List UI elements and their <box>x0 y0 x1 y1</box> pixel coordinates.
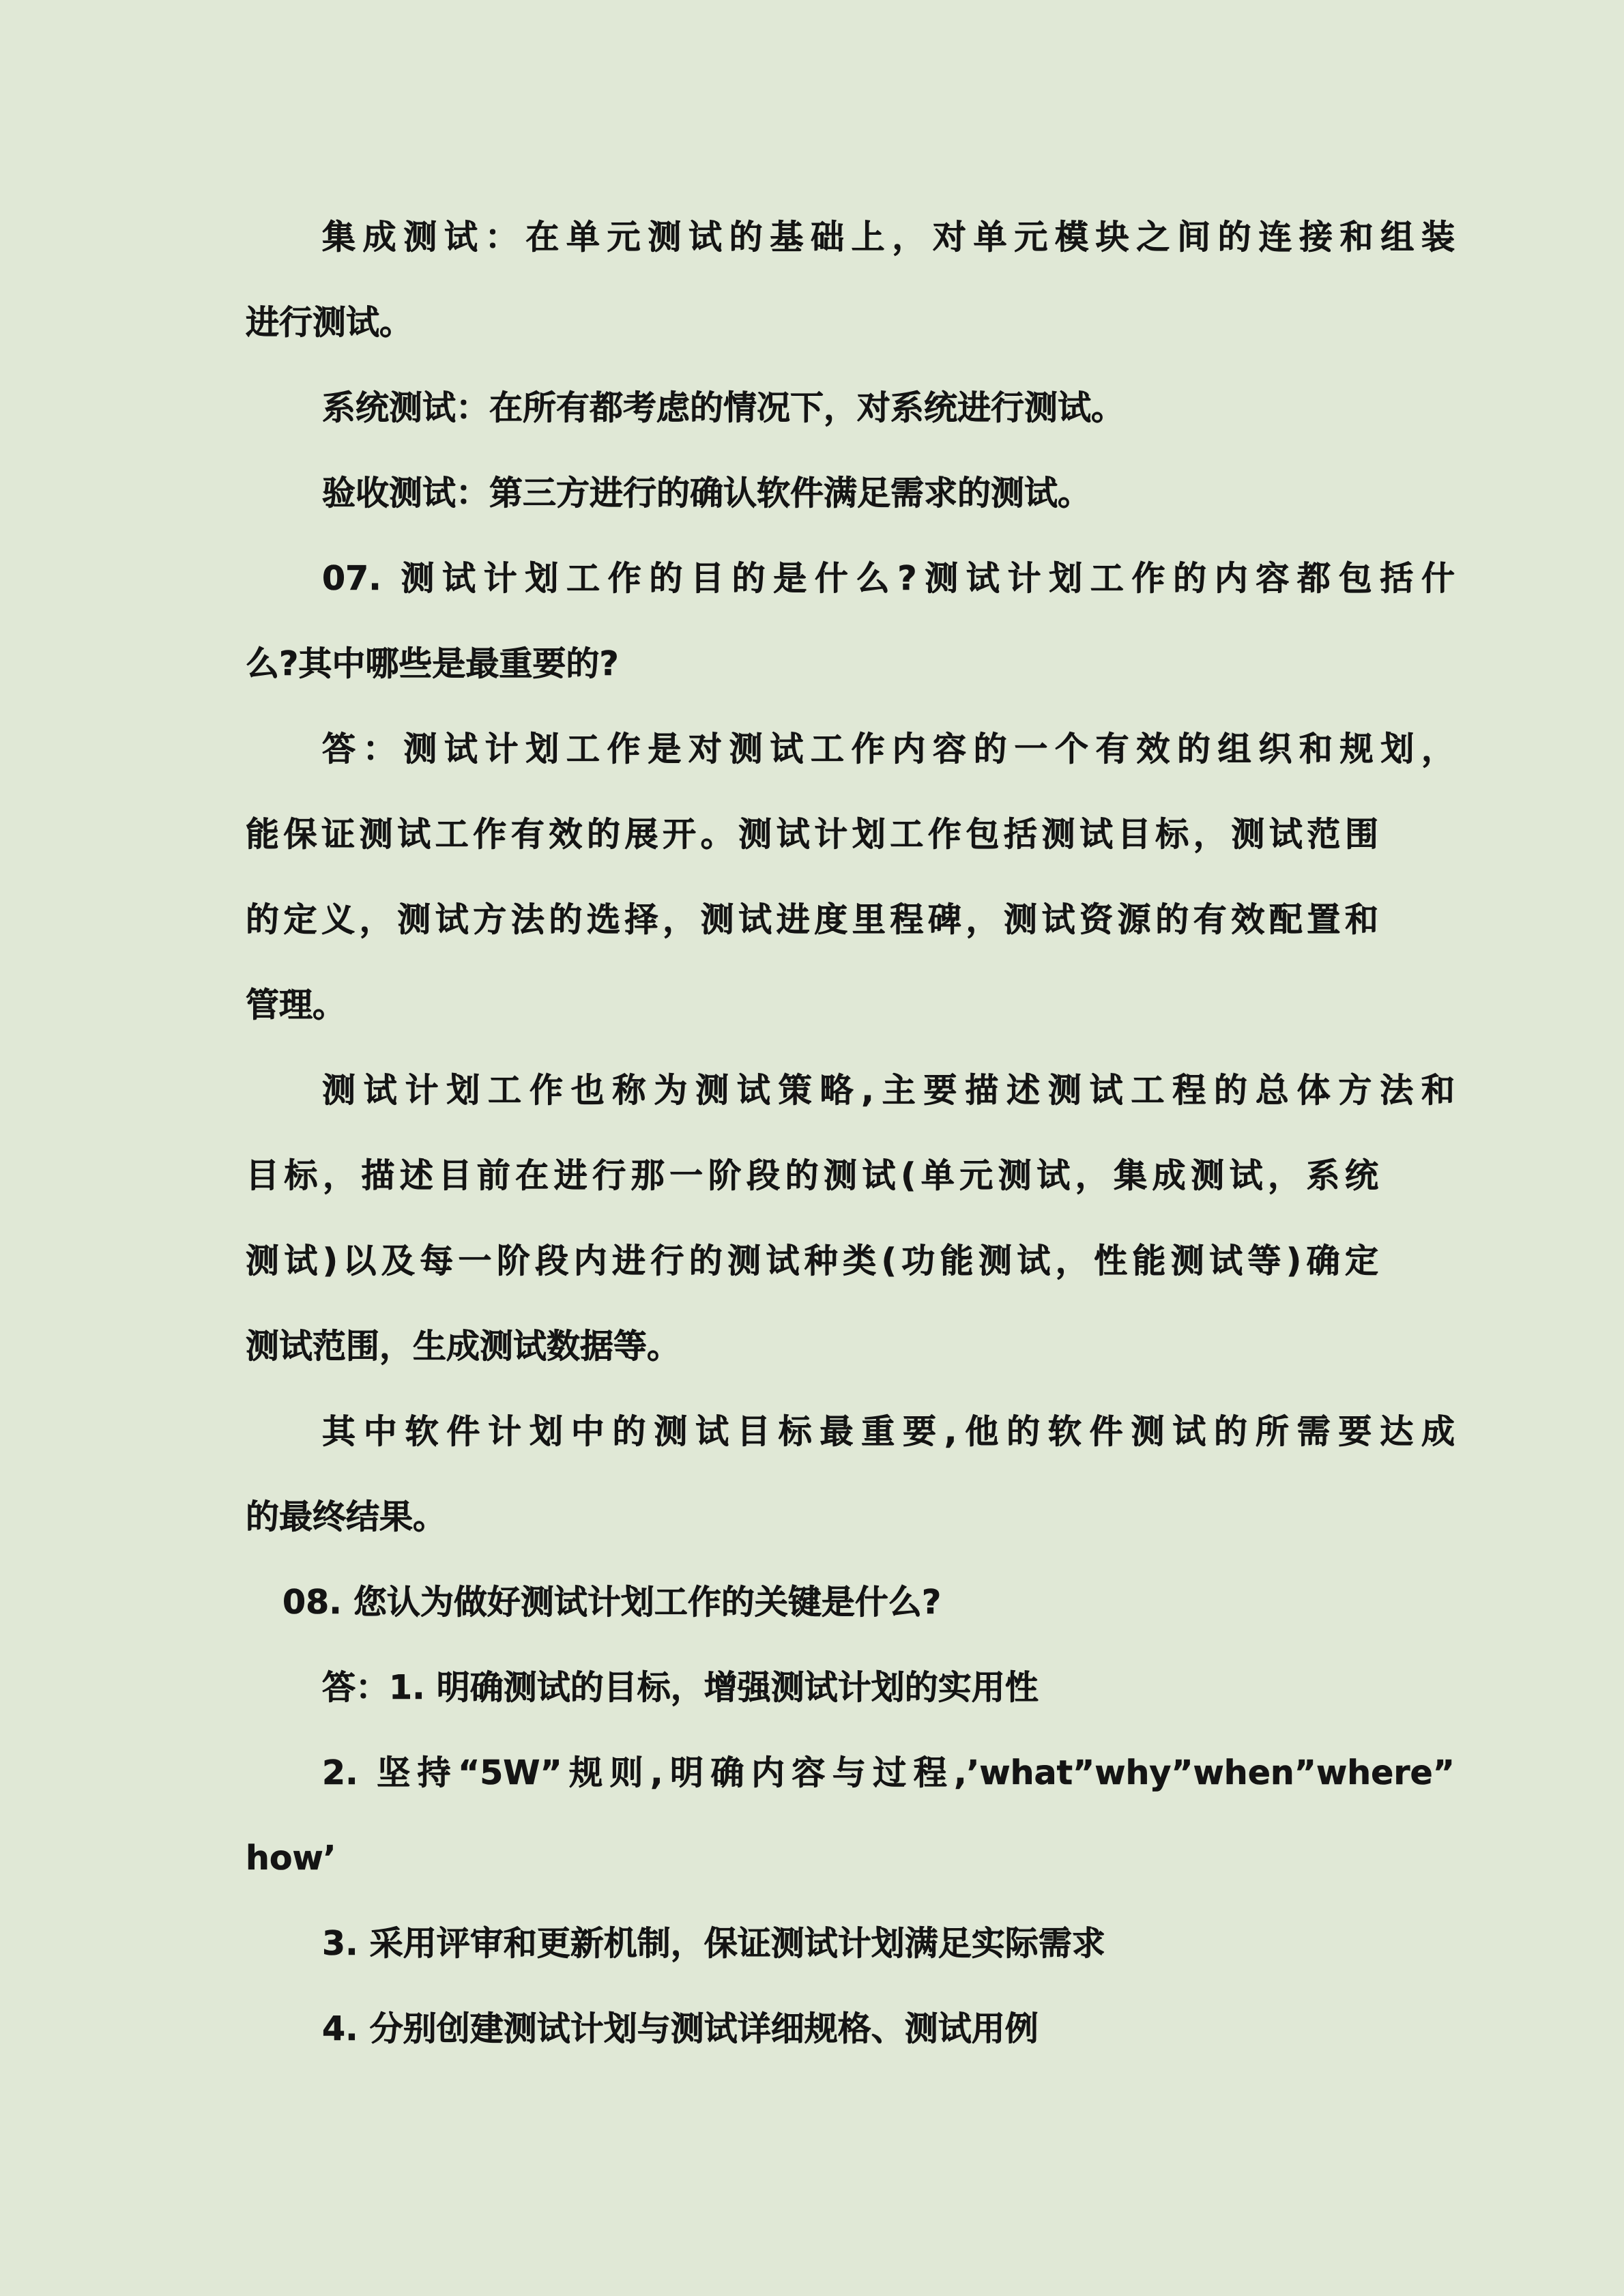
strategy-paragraph-line-2: 目标，描述目前在进行那一阶段的测试(单元测试，集成测试，系统 <box>246 1156 1378 1195</box>
answer-07-line-2: 能保证测试工作有效的展开。测试计划工作包括测试目标，测试范围 <box>246 815 1378 854</box>
answer-08-item-1: 答：1. 明确测试的目标，增强测试计划的实用性 <box>322 1668 1039 1707</box>
answer-07-line-3: 的定义，测试方法的选择，测试进度里程碑，测试资源的有效配置和 <box>246 900 1378 939</box>
question-08: 08. 您认为做好测试计划工作的关键是什么? <box>282 1583 942 1622</box>
paragraph-system-test: 系统测试：在所有都考虑的情况下，对系统进行测试。 <box>322 388 1125 427</box>
paragraph-integration-test-line-1: 集成测试：在单元测试的基础上，对单元模块之间的连接和组装 <box>322 218 1455 257</box>
most-important-paragraph-line-2: 的最终结果。 <box>246 1497 447 1536</box>
answer-08-item-2-line-1: 2. 坚持“5W”规则,明确内容与过程,’what”why”when”where” <box>322 1753 1455 1792</box>
answer-07-line-1: 答：测试计划工作是对测试工作内容的一个有效的组织和规划， <box>322 730 1455 769</box>
strategy-paragraph-line-4: 测试范围，生成测试数据等。 <box>246 1327 681 1366</box>
strategy-paragraph-line-1: 测试计划工作也称为测试策略,主要描述测试工程的总体方法和 <box>322 1071 1455 1110</box>
paragraph-acceptance-test: 验收测试：第三方进行的确认软件满足需求的测试。 <box>322 474 1092 513</box>
answer-08-item-3: 3. 采用评审和更新机制，保证测试计划满足实际需求 <box>322 1924 1105 1963</box>
answer-08-item-2-line-2: how’ <box>246 1839 336 1878</box>
strategy-paragraph-line-3: 测试)以及每一阶段内进行的测试种类(功能测试，性能测试等)确定 <box>246 1242 1378 1280</box>
question-07-line-1: 07. 测试计划工作的目的是什么?测试计划工作的内容都包括什 <box>322 559 1455 598</box>
answer-07-line-4: 管理。 <box>246 986 347 1024</box>
question-07-line-2: 么?其中哪些是最重要的? <box>246 644 619 683</box>
paragraph-integration-test-line-2: 进行测试。 <box>246 303 414 342</box>
most-important-paragraph-line-1: 其中软件计划中的测试目标最重要,他的软件测试的所需要达成 <box>322 1412 1455 1451</box>
answer-08-item-4: 4. 分别创建测试计划与测试详细规格、测试用例 <box>322 2009 1039 2048</box>
